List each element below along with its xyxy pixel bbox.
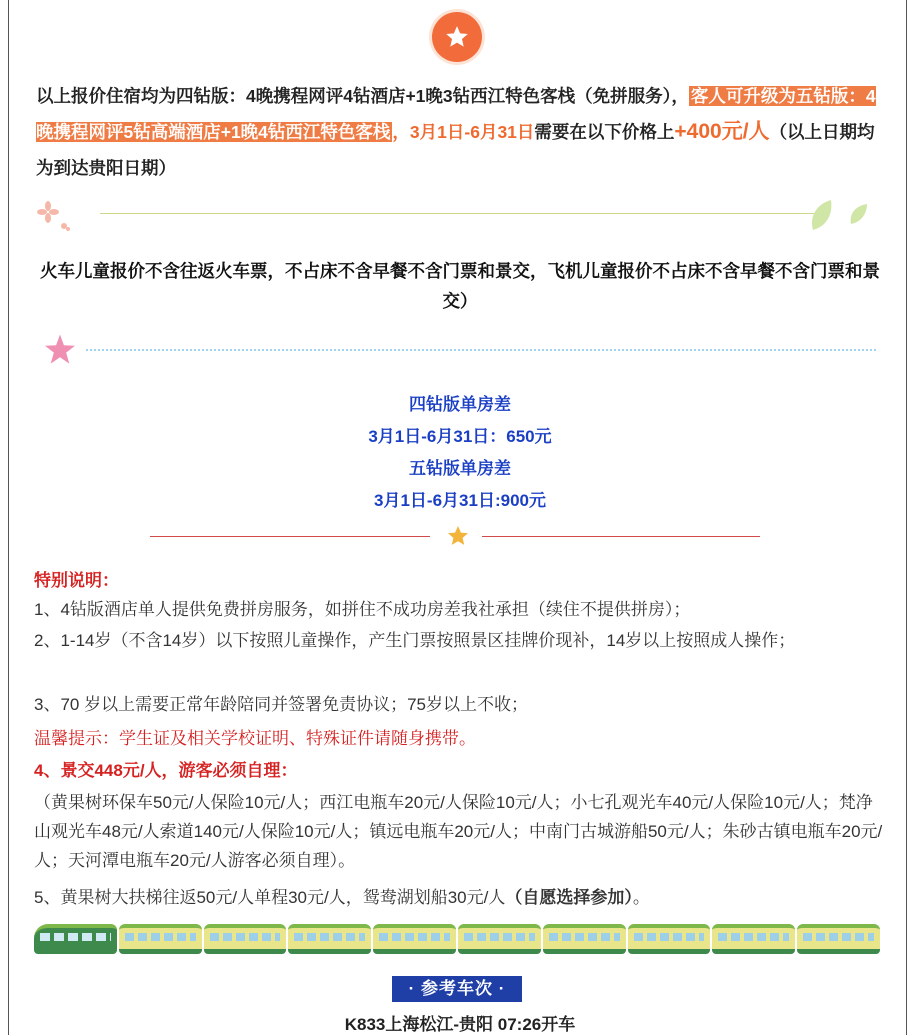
star-divider (150, 522, 770, 552)
flower-divider (30, 198, 880, 238)
train-car (797, 924, 880, 954)
note-item-5-end: 。 (632, 888, 650, 907)
upgrade-paragraph (36, 78, 886, 186)
small-star-icon (446, 524, 470, 548)
child-pricing-note: 火车儿童报价不含往返火车票，不占床不含早餐不含门票和景交，飞机儿童报价不占床不含早餐不含门票和景交） (40, 261, 880, 311)
train-number: K833上海松江-贵阳 07:26开车 (344, 1015, 576, 1034)
comma: ， (392, 122, 410, 142)
train-car (373, 924, 456, 954)
warm-tip: 温馨提示：学生证及相关学校证明、特殊证件请随身携带。 (34, 729, 476, 748)
train-divider (34, 924, 880, 958)
note-item-4-detail: （黄果树环保车50元/人保险10元/人；西江电瓶车20元/人保险10元/人；小七孔观光车40元/人保险10元/人；梵净山观光车48元/人索道140元/人保险10元/人；镇远电瓶车20元/人；中南门古城游船50元/人；朱砂古镇电瓶车20元/人；天河潭电瓶车20元/人游客必须自理）。 (34, 793, 883, 870)
note-item-1: 1、4钻版酒店单人提供免费拼房服务，如拼住不成功房差我社承担（续住不提供拼房）； (34, 600, 691, 619)
starfish-icon (40, 333, 80, 369)
four-diamond-price: 3月1日-6月31日：650元 (368, 427, 552, 446)
intro-text-2: 需要在以下价格上 (534, 122, 675, 142)
train-car (119, 924, 202, 954)
note-item-4-number: 4、 (34, 761, 61, 780)
flower-icon (34, 200, 74, 234)
divider-line-right (482, 536, 760, 537)
upgrade-highlight: 客人可升级为五钻版：4晚携程网评5钻高端酒店+1晚4钻西江特色客栈 (36, 86, 876, 142)
intro-text: 以上报价住宿均为四钻版：4晚携程网评4钻酒店+1晚3钻西江特色客栈（免拼服务）， (36, 86, 689, 106)
train-locomotive (34, 924, 117, 954)
special-notes-title: 特别说明： (34, 571, 119, 590)
note-item-5-text: 5、黄果树大扶梯往返50元/人单程30元/人，鸳鸯湖划船30元/人 (34, 888, 506, 907)
train-car (712, 924, 795, 954)
upgrade-price: +400元/人 (674, 120, 770, 143)
train-car (628, 924, 711, 954)
five-diamond-price: 3月1日-6月31日:900元 (374, 491, 546, 510)
train-car (543, 924, 626, 954)
dotted-line (86, 349, 876, 351)
date-range: 3月1日-6月31日 (409, 122, 535, 142)
train-car (458, 924, 541, 954)
note-item-3: 3、70 岁以上需要正常年龄陪同并签署免责协议；75岁以上不收； (34, 695, 528, 714)
train-car (204, 924, 287, 954)
divider-line (100, 213, 820, 214)
note-item-5-optional: （自愿选择参加） (505, 888, 633, 907)
leaf-icon (805, 198, 875, 234)
intro-text-3: （以上日期均为到达贵阳日期） (36, 122, 875, 178)
five-diamond-title: 五钻版单房差 (409, 459, 511, 478)
star-badge (432, 12, 482, 62)
note-item-4-title: 景交448元/人，游客必须自理： (60, 761, 298, 780)
note-item-4 (34, 756, 884, 785)
star-icon (444, 24, 470, 50)
note-item-2: 2、1-14岁（不含14岁）以下按照儿童操作，产生门票按照景区挂牌价现补，14岁以上按照成人操作； (34, 631, 796, 650)
starfish-divider (40, 333, 880, 369)
train-car (288, 924, 371, 954)
reference-train-badge: · 参考车次 · (392, 976, 522, 1002)
divider-line-left (150, 536, 430, 537)
note-item-5 (34, 883, 884, 912)
four-diamond-title: 四钻版单房差 (409, 395, 511, 414)
